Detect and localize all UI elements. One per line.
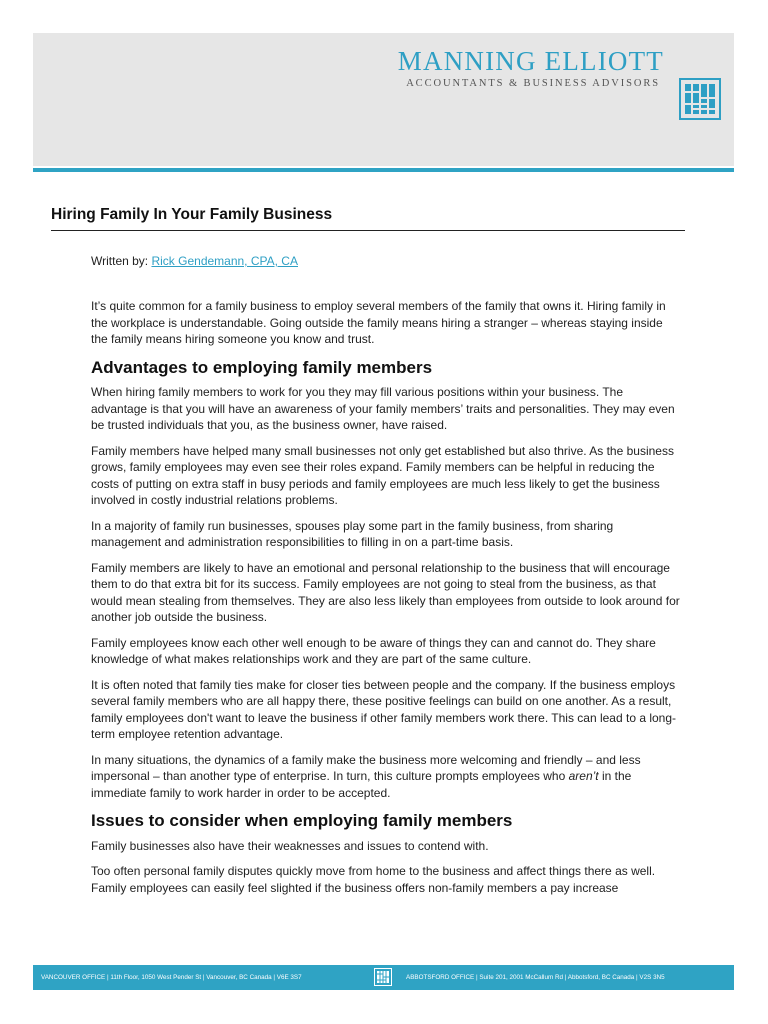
byline-prefix: Written by:	[91, 254, 152, 268]
paragraph	[91, 752, 681, 802]
author-link[interactable]: Rick Gendemann, CPA, CA	[151, 254, 298, 268]
article-body	[91, 298, 681, 905]
paragraph: Family members are likely to have an emotional and personal relationship to the business that will encourage them to do that extra bit for its success. Family employees are not going to steal from the business, as that would mean stealing from themselves. They are also less likely than employees from outside to look around for another job outside the business.	[91, 560, 680, 624]
text-run: in the immediate family to work harder in order to be accepted.	[91, 769, 632, 800]
logo-small-icon	[374, 968, 392, 986]
paragraph: Family members have helped many small businesses not only get established but also thrive. As the business grows, family employees may even see their roles expand. Family members can be helpful in reducing the costs of putting on extra staff in busy periods and family employees are much less likely to get the business involved in costly industrial relations problems.	[91, 443, 674, 507]
footer-abbotsford-office: ABBOTSFORD OFFICE | Suite 201, 2001 McCallum Rd | Abbotsford, BC Canada | V2S 3N5	[406, 974, 665, 981]
intro-paragraph: It’s quite common for a family business to employ several members of the family that owns it. Hiring family in the workplace is understandable. Going outside the family means hiring a stranger – whereas staying inside the family means hiring someone you know and trust.	[91, 299, 666, 346]
section-heading-advantages: Advantages to employing family members	[91, 357, 433, 377]
text-run: In many situations, the dynamics of a family make the business more welcoming and friendly – and less impersonal – than another type of enterprise. In turn, this culture prompts employees who	[91, 752, 641, 783]
section-heading-issues: Issues to consider when employing family members	[91, 811, 513, 830]
logo-icon	[679, 78, 721, 120]
paragraph: Too often personal family disputes quickly move from home to the business and affect things there as well. Family employees can easily feel slighted if the business offers non-family members a pay increase	[91, 864, 656, 895]
paragraph: When hiring family members to work for you they may fill various positions within your business. The advantage is that you will have an awareness of your family members’ traits and personalities. They may even be trusted individuals that you, as the business owner, have raised.	[91, 385, 675, 432]
footer-vancouver-office: VANCOUVER OFFICE | 11th Floor, 1050 West Pender St | Vancouver, BC Canada | V6E 3S7	[41, 974, 302, 981]
paragraph: It is often noted that family ties make for closer ties between people and the company. If the business employs several family members who are all happy there, these positive feelings can build on one another. As a result, family employees don't want to leave the business if other family members work there. This can lead to a long-term employee retention advantage.	[91, 677, 677, 741]
header-divider	[33, 168, 734, 172]
paragraph: Family businesses also have their weaknesses and issues to contend with.	[91, 838, 489, 853]
brand-tagline: ACCOUNTANTS & BUSINESS ADVISORS	[406, 78, 660, 89]
paragraph: Family employees know each other well enough to be aware of things they can and cannot do. They share knowledge of what makes relationships work and they are part of the same culture.	[91, 635, 656, 666]
brand-block	[398, 46, 664, 89]
footer-bar	[33, 965, 734, 990]
document-title: Hiring Family In Your Family Business	[51, 206, 685, 231]
brand-name: MANNING ELLIOTT	[397, 46, 664, 76]
paragraph: In a majority of family run businesses, spouses play some part in the family business, from sharing management and administration responsibilities to filling in on a part-time basis.	[91, 518, 614, 549]
byline	[91, 254, 298, 268]
emphasis-text: aren’t	[568, 769, 599, 783]
